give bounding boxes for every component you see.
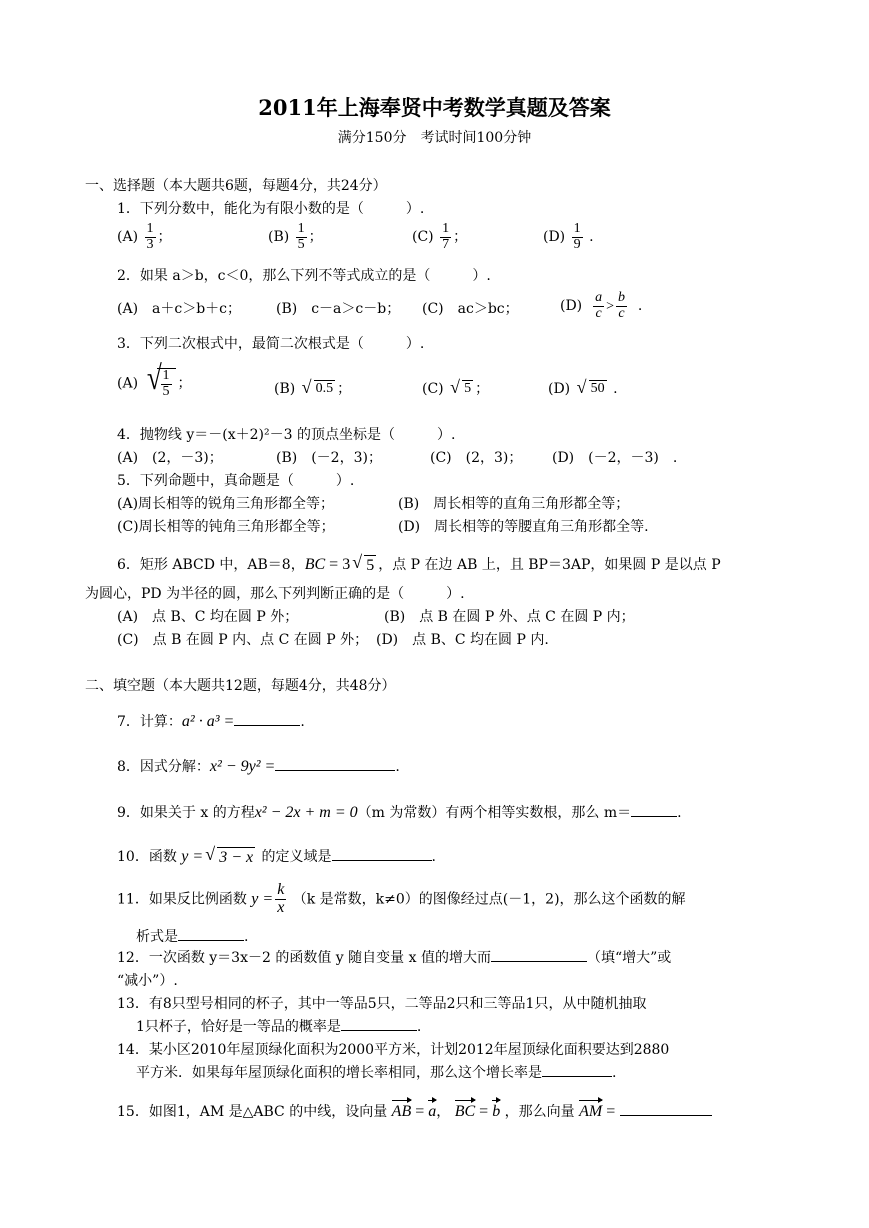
q5-option-c: (C)周长相等的钝角三角形都全等； — [117, 519, 335, 535]
q1-option-d: (D) $\frac{1}{9}$ . — [543, 221, 594, 252]
q4-option-d: (D) (－2，－3) . — [552, 450, 678, 466]
q13-line1: 13．有8只型号相同的杯子，其中一等品5只，二等品2只和三等品1只，从中随机抽取 — [117, 996, 647, 1012]
q1-option-b: (B) $\frac{1}{5}$ ； — [268, 221, 323, 252]
q15: 15．如图1，AM 是△ABC 的中线，设向量 AB = a， BC = b ，那么向量 AM = — [117, 1099, 712, 1121]
section1-header: 一、选择题（本大题共6题，每题4分，共24分） — [85, 178, 387, 194]
q9: 9．如果关于 x 的方程x² − 2x + m = 0（m 为常数）有两个相等实数根，那么 m＝ . — [117, 804, 682, 821]
q6-option-c: (C) 点 B 在圆 P 内、点 C 在圆 P 外； — [117, 632, 369, 648]
q3-option-c: (C) √ 5 ； — [422, 380, 489, 398]
q2-option-b: (B) c－a＞c－b； — [276, 301, 401, 317]
q3-option-d: (D) √ 50 . — [548, 380, 618, 398]
q8: 8．因式分解：x² − 9y² = . — [117, 758, 400, 775]
q1-stem: 1．下列分数中，能化为有限小数的是（ ）. — [117, 201, 425, 217]
q12-line2: “减小”）. — [117, 973, 178, 989]
q4-stem: 4．抛物线 y＝－(x＋2)²－3 的顶点坐标是（ ）. — [117, 427, 456, 443]
q7: 7．计算：a² · a³ = . — [117, 713, 305, 730]
q11-line1: 11．如果反比例函数 y = $\frac{k}{x}$ （k 是常数，k≠0）的图像经过点(－1，2)，那么这个函数的解 — [117, 881, 686, 916]
q5-option-a: (A)周长相等的锐角三角形都全等； — [117, 496, 335, 512]
q2-option-d: (D) $\frac{a}{c}$ > $\frac{b}{c}$ . — [560, 290, 643, 321]
q10: 10．函数 y =√ 3 − x 的定义域是 . — [117, 847, 436, 867]
q4-option-a: (A) (2，－3)； — [117, 450, 223, 466]
q11-line2: 析式是 . — [136, 929, 249, 945]
q1-option-a: (A) $\frac{1}{3}$ ； — [117, 221, 172, 252]
vector-b: b — [492, 1099, 500, 1121]
q4-option-c: (C) (2，3)； — [430, 450, 523, 466]
q2-stem: 2．如果 a＞b，c＜0，那么下列不等式成立的是（ ）. — [117, 268, 491, 284]
section2-header: 二、填空题（本大题共12题，每题4分，共48分） — [85, 678, 396, 694]
q3-option-a: (A) √ $\frac{1}{5}$ ； — [117, 368, 192, 399]
q6-option-d: (D) 点 B、C 均在圆 P 内. — [376, 632, 549, 648]
q6-stem-line1: 6．矩形 ABCD 中，AB＝8，BC = 3√ 5 ，点 P 在边 AB 上，且 BP＝3AP，如果圆 P 是以点 P — [117, 555, 721, 575]
q4-option-b: (B) (－2，3)； — [276, 450, 382, 466]
q5-stem: 5．下列命题中，真命题是（ ）. — [117, 473, 355, 489]
q13-line2: 1只杯子，恰好是一等品的概率是 . — [136, 1019, 422, 1035]
q2-option-a: (A) a＋c＞b＋c； — [117, 301, 242, 317]
q3-stem: 3．下列二次根式中，最简二次根式是（ ）. — [117, 336, 425, 352]
vector-ab: AB — [392, 1099, 412, 1121]
q12-line1: 12．一次函数 y＝3x－2 的函数值 y 随自变量 x 值的增大而 （填“增大”或 — [117, 950, 672, 966]
q6-option-a: (A) 点 B、C 均在圆 P 外； — [117, 609, 299, 625]
vector-am: AM — [579, 1099, 602, 1121]
q6-option-b: (B) 点 B 在圆 P 外、点 C 在圆 P 内； — [384, 609, 635, 625]
q2-option-c: (C) ac＞bc； — [422, 301, 519, 317]
q5-option-d: (D) 周长相等的等腰直角三角形都全等. — [398, 519, 649, 535]
q14-line2: 平方米．如果每年屋顶绿化面积的增长率相同，那么这个增长率是 . — [136, 1065, 617, 1081]
q1-option-c: (C) $\frac{1}{7}$ ； — [412, 221, 468, 252]
q14-line1: 14．某小区2010年屋顶绿化面积为2000平方米，计划2012年屋顶绿化面积要达到2880 — [117, 1042, 670, 1058]
q6-stem-line2: 为圆心，PD 为半径的圆，那么下列判断正确的是（ ）. — [85, 586, 465, 602]
page-subtitle: 满分150分 考试时间100分钟 — [337, 130, 532, 146]
q5-option-b: (B) 周长相等的直角三角形都全等； — [398, 496, 630, 512]
q3-option-b: (B) √ 0.5 ； — [274, 380, 351, 398]
vector-a: a — [428, 1099, 436, 1121]
page-title: 2011年上海奉贤中考数学真题及答案 — [258, 95, 611, 120]
vector-bc: BC — [455, 1099, 475, 1121]
